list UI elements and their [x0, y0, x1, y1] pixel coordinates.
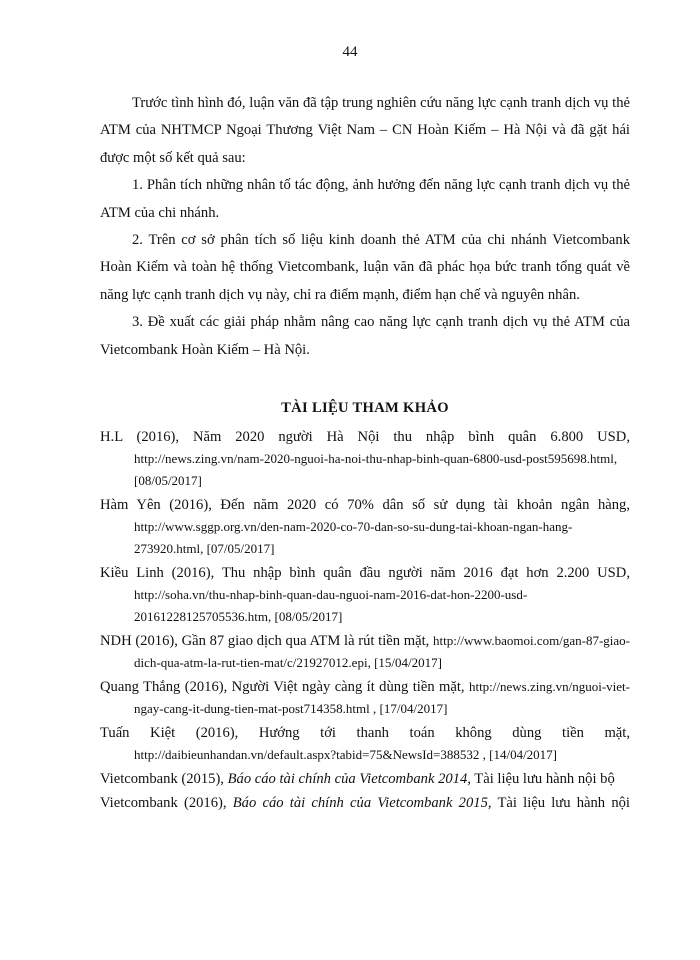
reference-date: , [17/04/2017] — [369, 701, 448, 716]
reference-item — [100, 768, 630, 790]
reference-text: Quang Thắng (2016), Người Việt ngày càng ít dùng tiền mặt, — [100, 679, 465, 695]
reference-note: Tài liệu lưu hành nội bộ — [470, 771, 615, 787]
reference-title: Báo cáo tài chính của Vietcombank 2015, — [232, 795, 492, 811]
reference-item — [100, 722, 630, 766]
reference-url: http://www.sggp.org.vn/den-nam-2020-co-70-dan-so-su-dung-tai-khoan-ngan-hang-273920.html — [134, 519, 573, 556]
reference-text: Tuấn Kiệt (2016), Hướng tới thanh toán không dùng tiền mặt, — [100, 725, 630, 741]
reference-date: , [08/05/2017] — [267, 609, 343, 624]
reference-note: Tài liệu lưu hành nội — [491, 795, 630, 811]
reference-author: Vietcombank (2015), — [100, 771, 228, 787]
page-number: 44 — [342, 44, 358, 60]
reference-text: Hàm Yên (2016), Đến năm 2020 có 70% dân số sử dụng tài khoản ngân hàng, — [100, 497, 630, 513]
reference-text: H.L (2016), Năm 2020 người Hà Nội thu nhập bình quân 6.800 USD, — [100, 429, 630, 445]
reference-url: http://daibieunhandan.vn/default.aspx?tabid=75&NewsId=388532 — [134, 747, 480, 762]
reference-date: , [15/04/2017] — [367, 655, 442, 670]
reference-url: http://www.baomoi.com/gan-87-giao-dich-qua-atm-la-rut-tien-mat/c/21927012.epi — [134, 633, 630, 670]
reference-item — [100, 494, 630, 560]
reference-date: , [08/05/2017] — [134, 451, 618, 488]
reference-author: Vietcombank (2016), — [100, 795, 233, 811]
reference-date: , [14/04/2017] — [479, 747, 558, 762]
paragraph-intro: Trước tình hình đó, luận văn đã tập trung nghiên cứu năng lực cạnh tranh dịch vụ thẻ ATM của NHTMCP Ngoại Thương Việt Nam – CN Hoàn Kiếm – Hà Nội và đã gặt hái được một số kết quả sau: — [100, 95, 630, 166]
reference-url: http://soha.vn/thu-nhap-binh-quan-dau-nguoi-nam-2016-dat-hon-2200-usd-20161228125705536.htm — [134, 587, 528, 624]
paragraph-point-1: 1. Phân tích những nhân tố tác động, ảnh hưởng đến năng lực cạnh tranh dịch vụ thẻ ATM của chi nhánh. — [100, 177, 630, 221]
references-heading: TÀI LIỆU THAM KHẢO — [281, 400, 449, 416]
reference-item — [100, 676, 630, 720]
conclusion-body — [100, 90, 630, 364]
reference-item — [100, 562, 630, 628]
reference-title: Báo cáo tài chính của Vietcombank 2014, — [227, 771, 471, 787]
reference-url: http://news.zing.vn/nam-2020-nguoi-ha-noi-thu-nhap-binh-quan-6800-usd-post595698.html — [134, 451, 614, 466]
reference-text: NDH (2016), Gần 87 giao dịch qua ATM là rút tiền mặt, — [100, 633, 430, 649]
reference-item — [100, 792, 630, 814]
reference-date: , [07/05/2017] — [200, 541, 275, 556]
reference-item — [100, 630, 630, 674]
paragraph-point-2: 2. Trên cơ sở phân tích số liệu kinh doanh thẻ ATM của chi nhánh Vietcombank Hoàn Kiếm và toàn hệ thống Vietcombank, luận văn đã phác họa bức tranh tổng quát về năng lực cạnh tranh dịch vụ này, chỉ ra điểm mạnh, điểm hạn chế và nguyên nhân. — [100, 232, 630, 303]
reference-url: http://news.zing.vn/nguoi-viet-ngay-cang-it-dung-tien-mat-post714358.html — [134, 679, 630, 716]
reference-item — [100, 426, 630, 492]
references-list — [100, 426, 630, 816]
reference-text: Kiều Linh (2016), Thu nhập bình quân đầu người năm 2016 đạt hơn 2.200 USD, — [100, 565, 630, 581]
paragraph-point-3: 3. Đề xuất các giải pháp nhằm nâng cao năng lực cạnh tranh dịch vụ thẻ ATM của Vietcombank Hoàn Kiếm – Hà Nội. — [100, 314, 630, 358]
